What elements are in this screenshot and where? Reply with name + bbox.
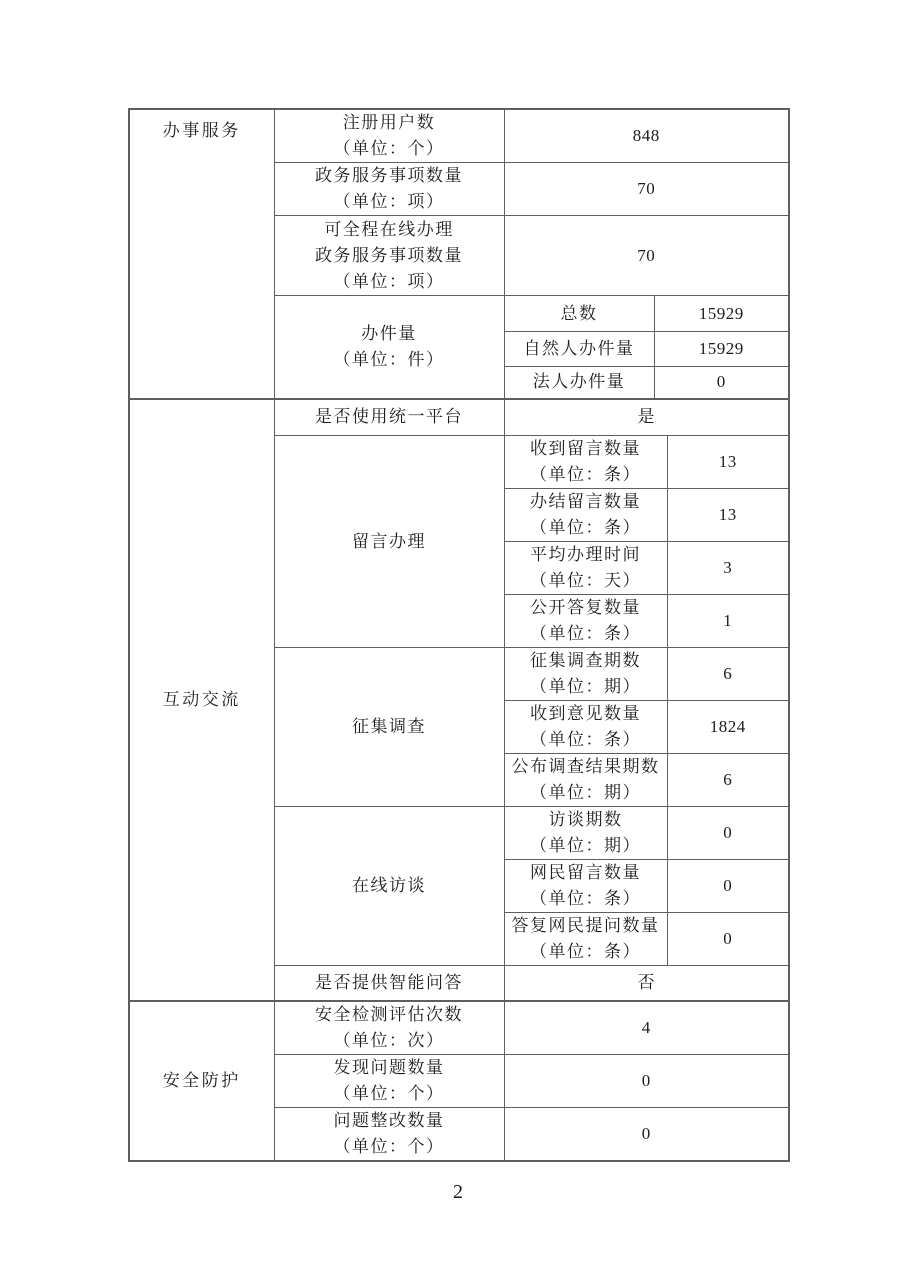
indicator-unit: （单位：条）: [530, 465, 641, 484]
indicator-value: 4: [504, 1001, 789, 1055]
sub-indicator-label: 收到意见数量 （单位：条）: [504, 701, 667, 754]
indicator-unit: （单位：条）: [530, 518, 641, 537]
indicator-unit: （单位：项）: [333, 271, 445, 291]
indicator-unit: （单位：次）: [333, 1030, 445, 1050]
indicator-value: 0: [504, 1107, 789, 1161]
indicator-cell: 是否提供智能问答: [274, 966, 504, 1001]
page-number: 2: [453, 1181, 463, 1203]
indicator-unit: （单位：件）: [333, 349, 445, 369]
indicator-value: 0: [504, 1054, 789, 1107]
sub-indicator-label: 访谈期数 （单位：期）: [504, 807, 667, 860]
indicator-cell: [274, 109, 504, 163]
sub-indicator-label: 总数: [504, 296, 654, 332]
indicator-unit: （单位：个）: [333, 1136, 445, 1156]
category-cell-security: [129, 1001, 274, 1161]
sub-indicator-value: 6: [667, 754, 789, 807]
indicator-value: 70: [504, 163, 789, 216]
sub-indicator-value: 15929: [654, 332, 789, 367]
sub-indicator-label: 收到留言数量 （单位：条）: [504, 436, 667, 489]
sub-indicator-label: 平均办理时间 （单位：天）: [504, 542, 667, 595]
category-label: 安全防护: [162, 1070, 241, 1090]
sub-indicator-label: 自然人办件量: [504, 332, 654, 367]
sub-indicator-label: 答复网民提问数量 （单位：条）: [504, 913, 667, 966]
sub-indicator-value: 13: [667, 489, 789, 542]
indicator-unit: （单位：条）: [530, 942, 641, 961]
indicator-unit: （单位：期）: [530, 836, 641, 855]
indicator-cell: [274, 1107, 504, 1161]
sub-indicator-label: 公开答复数量 （单位：条）: [504, 595, 667, 648]
indicator-unit: （单位：期）: [530, 783, 641, 802]
indicator-unit: （单位：个）: [333, 1083, 445, 1103]
indicator-value: 848: [504, 109, 789, 163]
sub-indicator-label: 征集调查期数 （单位：期）: [504, 648, 667, 701]
indicator-label: 政务服务事项数量: [315, 166, 463, 185]
indicator-value: 是: [504, 399, 789, 436]
indicator-cell-survey: 征集调查: [274, 648, 504, 807]
category-cell-interaction: [129, 399, 274, 1001]
sub-indicator-value: 3: [667, 542, 789, 595]
indicator-label: 问题整改数量: [333, 1110, 445, 1130]
indicator-cell: [274, 1001, 504, 1055]
sub-indicator-value: 0: [667, 860, 789, 913]
indicator-label: 政务服务事项数量: [315, 245, 463, 265]
indicator-unit: （单位：条）: [530, 624, 641, 643]
indicator-cell-message-handling: 留言办理: [274, 436, 504, 648]
sub-indicator-value: 1: [667, 595, 789, 648]
indicator-label: 注册用户数: [342, 113, 436, 132]
indicator-value: 否: [504, 966, 789, 1001]
indicator-cell-interview: 在线访谈: [274, 807, 504, 966]
indicator-unit: （单位：期）: [530, 677, 641, 696]
indicator-label: 发现问题数量: [333, 1057, 445, 1077]
indicator-unit: （单位：天）: [530, 571, 641, 590]
table-row: [129, 399, 789, 436]
indicator-cell: [274, 216, 504, 296]
indicator-unit: （单位：条）: [530, 730, 641, 749]
sub-indicator-value: 1824: [667, 701, 789, 754]
annual-report-table: [128, 108, 790, 1162]
indicator-cell: [274, 1054, 504, 1107]
sub-indicator-value: 6: [667, 648, 789, 701]
indicator-cell-case-volume: [274, 296, 504, 399]
indicator-value: 70: [504, 216, 789, 296]
indicator-unit: （单位：项）: [333, 192, 445, 211]
sub-indicator-value: 13: [667, 436, 789, 489]
sub-indicator-label: 网民留言数量 （单位：条）: [504, 860, 667, 913]
category-label: 办事服务: [162, 121, 241, 140]
table-row: [129, 1001, 789, 1055]
sub-indicator-label: 公布调查结果期数 （单位：期）: [504, 754, 667, 807]
indicator-label: 办件量: [361, 323, 417, 343]
indicator-unit: （单位：条）: [530, 889, 641, 908]
category-label: 互动交流: [162, 689, 241, 709]
sub-indicator-value: 0: [654, 367, 789, 399]
sub-indicator-label: 办结留言数量 （单位：条）: [504, 489, 667, 542]
sub-indicator-value: 0: [667, 913, 789, 966]
indicator-unit: （单位：个）: [333, 139, 445, 158]
indicator-label: 可全程在线办理: [324, 219, 454, 239]
indicator-cell: [274, 163, 504, 216]
category-cell-service: [129, 109, 274, 399]
sub-indicator-value: 15929: [654, 296, 789, 332]
sub-indicator-value: 0: [667, 807, 789, 860]
sub-indicator-label: 法人办件量: [504, 367, 654, 399]
indicator-cell: 是否使用统一平台: [274, 399, 504, 436]
table-row: [129, 109, 789, 163]
indicator-label: 安全检测评估次数: [315, 1004, 463, 1024]
